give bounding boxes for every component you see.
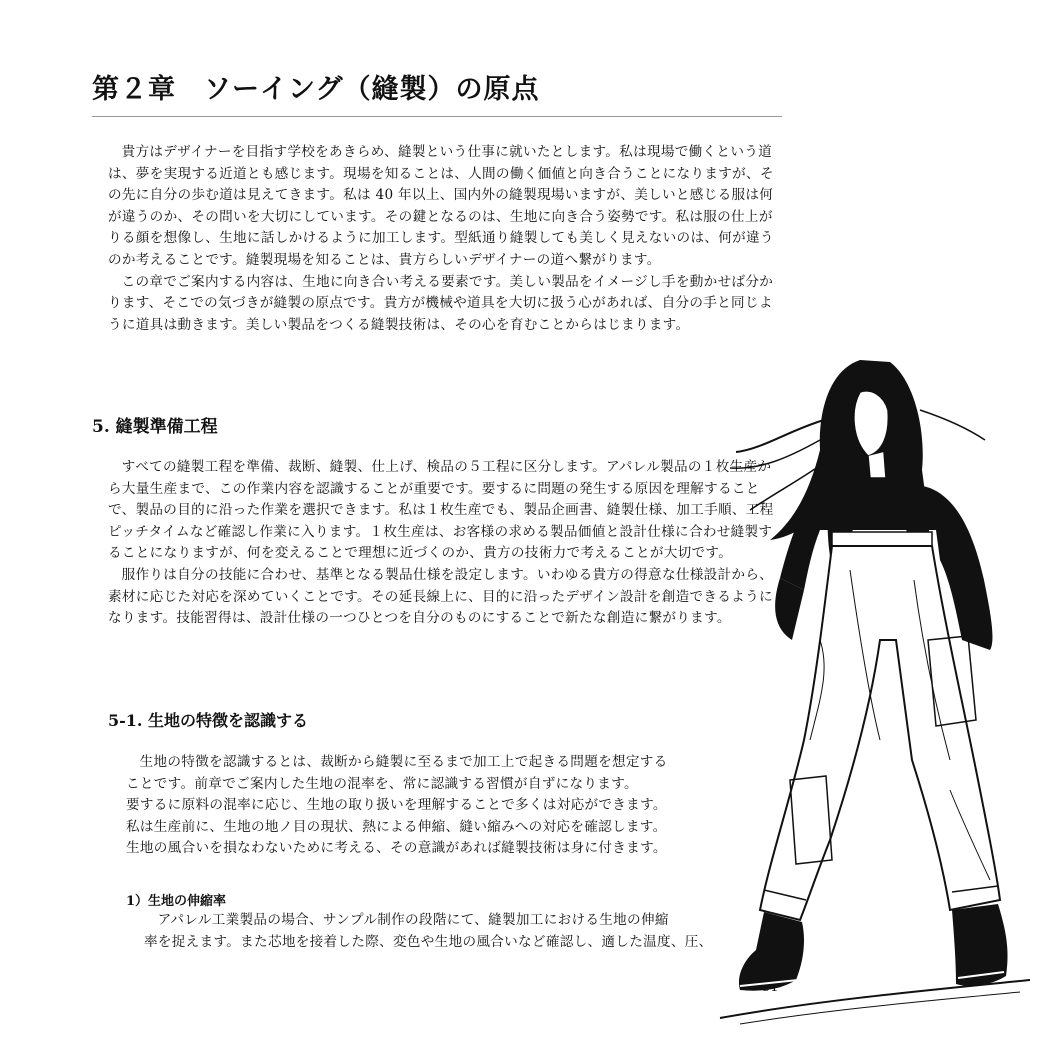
subsection-heading-1: 1）生地の伸縮率: [126, 894, 227, 909]
section-5-1-body: [126, 752, 786, 860]
intro-paragraph-2: この章でご案内する内容は、生地に向き合い考える要素です。美しい製品をイメージし手を動かせば分かります、そこでの気づきが縫製の原点です。貴方が機械や道具を大切に扱う心があれば、自分の手と同じように道具は動きます。美しい製品をつくる縫製技術は、その心を育むことからはじまります。: [108, 273, 774, 333]
chapter-title: 第２章 ソーイング（縫製）の原点: [92, 70, 782, 117]
fashion-figure-illustration-icon: [700, 340, 1042, 1040]
section-5-1-line-5: 生地の風合いを損なわないために考える、その意識があれば縫製技術は身に付きます。: [126, 840, 667, 857]
section-5-1-line-3: 要するに原料の混率に応じ、生地の取り扱いを理解することで多くは対応ができます。: [126, 797, 667, 814]
intro-section: [108, 142, 784, 336]
section-heading-5-1: 5-1. 生地の特徴を認識する: [108, 711, 309, 730]
section-5-1-line-1: 生地の特徴を認識するとは、裁断から縫製に至るまで加工上で起きる問題を想定する: [139, 754, 668, 770]
section-5-paragraph-2: 服作りは自分の技能に合わせ、基準となる製品仕様を設定します。いわゆる貴方の得意な仕様設計から、素材に応じた対応を深めていくことです。その延長線上に、目的に沿ったデザイン設計を創造できるようになります。技能習得は、設計仕様の一つひとつを自分のものにすることで新たな創造に繋がります。: [108, 566, 774, 627]
subsection-1-body: [144, 910, 784, 953]
intro-paragraph-1: 貴方はデザイナーを目指す学校をあきらめ、縫製という仕事に就いたとします。私は現場で働くという道は、夢を実現する近道とも感じます。現場を知ることは、人間の働く価値と向き合うことになりますが、その先に自分の歩む道は見えてきます。私は 40 年以上、国内外の縫製現場いますが、美しいと感じる服は何が違うのか、その問いを大切にしています。その鍵となるのは、生地に向き合う姿勢です。私は服の仕上がりる顔を想像し、生地に話しかけるように加工します。型紙通り縫製しても美しく見えないのは、何が違うのか考えることです。縫製現場を知ることは、貴方らしいデザイナーの道へ繋がります。: [108, 144, 774, 268]
section-5-1-line-2: ことです。前章でご案内した生地の混率を、常に認識する習慣が自ずになります。: [126, 775, 638, 792]
subsection-1-line-2: 率を捉えます。また芯地を接着した際、変色や生地の風合いなど確認し、適した温度、圧、: [144, 933, 713, 950]
section-5-body: [108, 457, 784, 630]
section-5-1-line-4: 私は生産前に、生地の地ノ目の現状、熱による伸縮、縫い縮みへの対応を確認します。: [126, 818, 667, 835]
subsection-1-line-1: アパレル工業製品の場合、サンプル制作の段階にて、縫製加工における生地の伸縮: [157, 912, 669, 928]
section-heading-5: 5. 縫製準備工程: [92, 417, 218, 437]
section-5-paragraph-1: すべての縫製工程を準備、裁断、縫製、仕上げ、検品の５工程に区分します。アパレル製品の１枚生産から大量生産まで、この作業内容を認識することが重要です。要するに問題の発生する原因を理解することで、製品の目的に沿った作業を選択できます。私は１枚生産でも、製品企画書、縫製仕様、加工手順、工程ピッチタイムなど確認し作業に入ります。１枚生産は、お客様の求める製品価値と設計仕様に合わせ縫製することになりますが、何を変えることで理想に近づくのか、貴方の技術力で考えることが大切です。: [108, 459, 774, 562]
